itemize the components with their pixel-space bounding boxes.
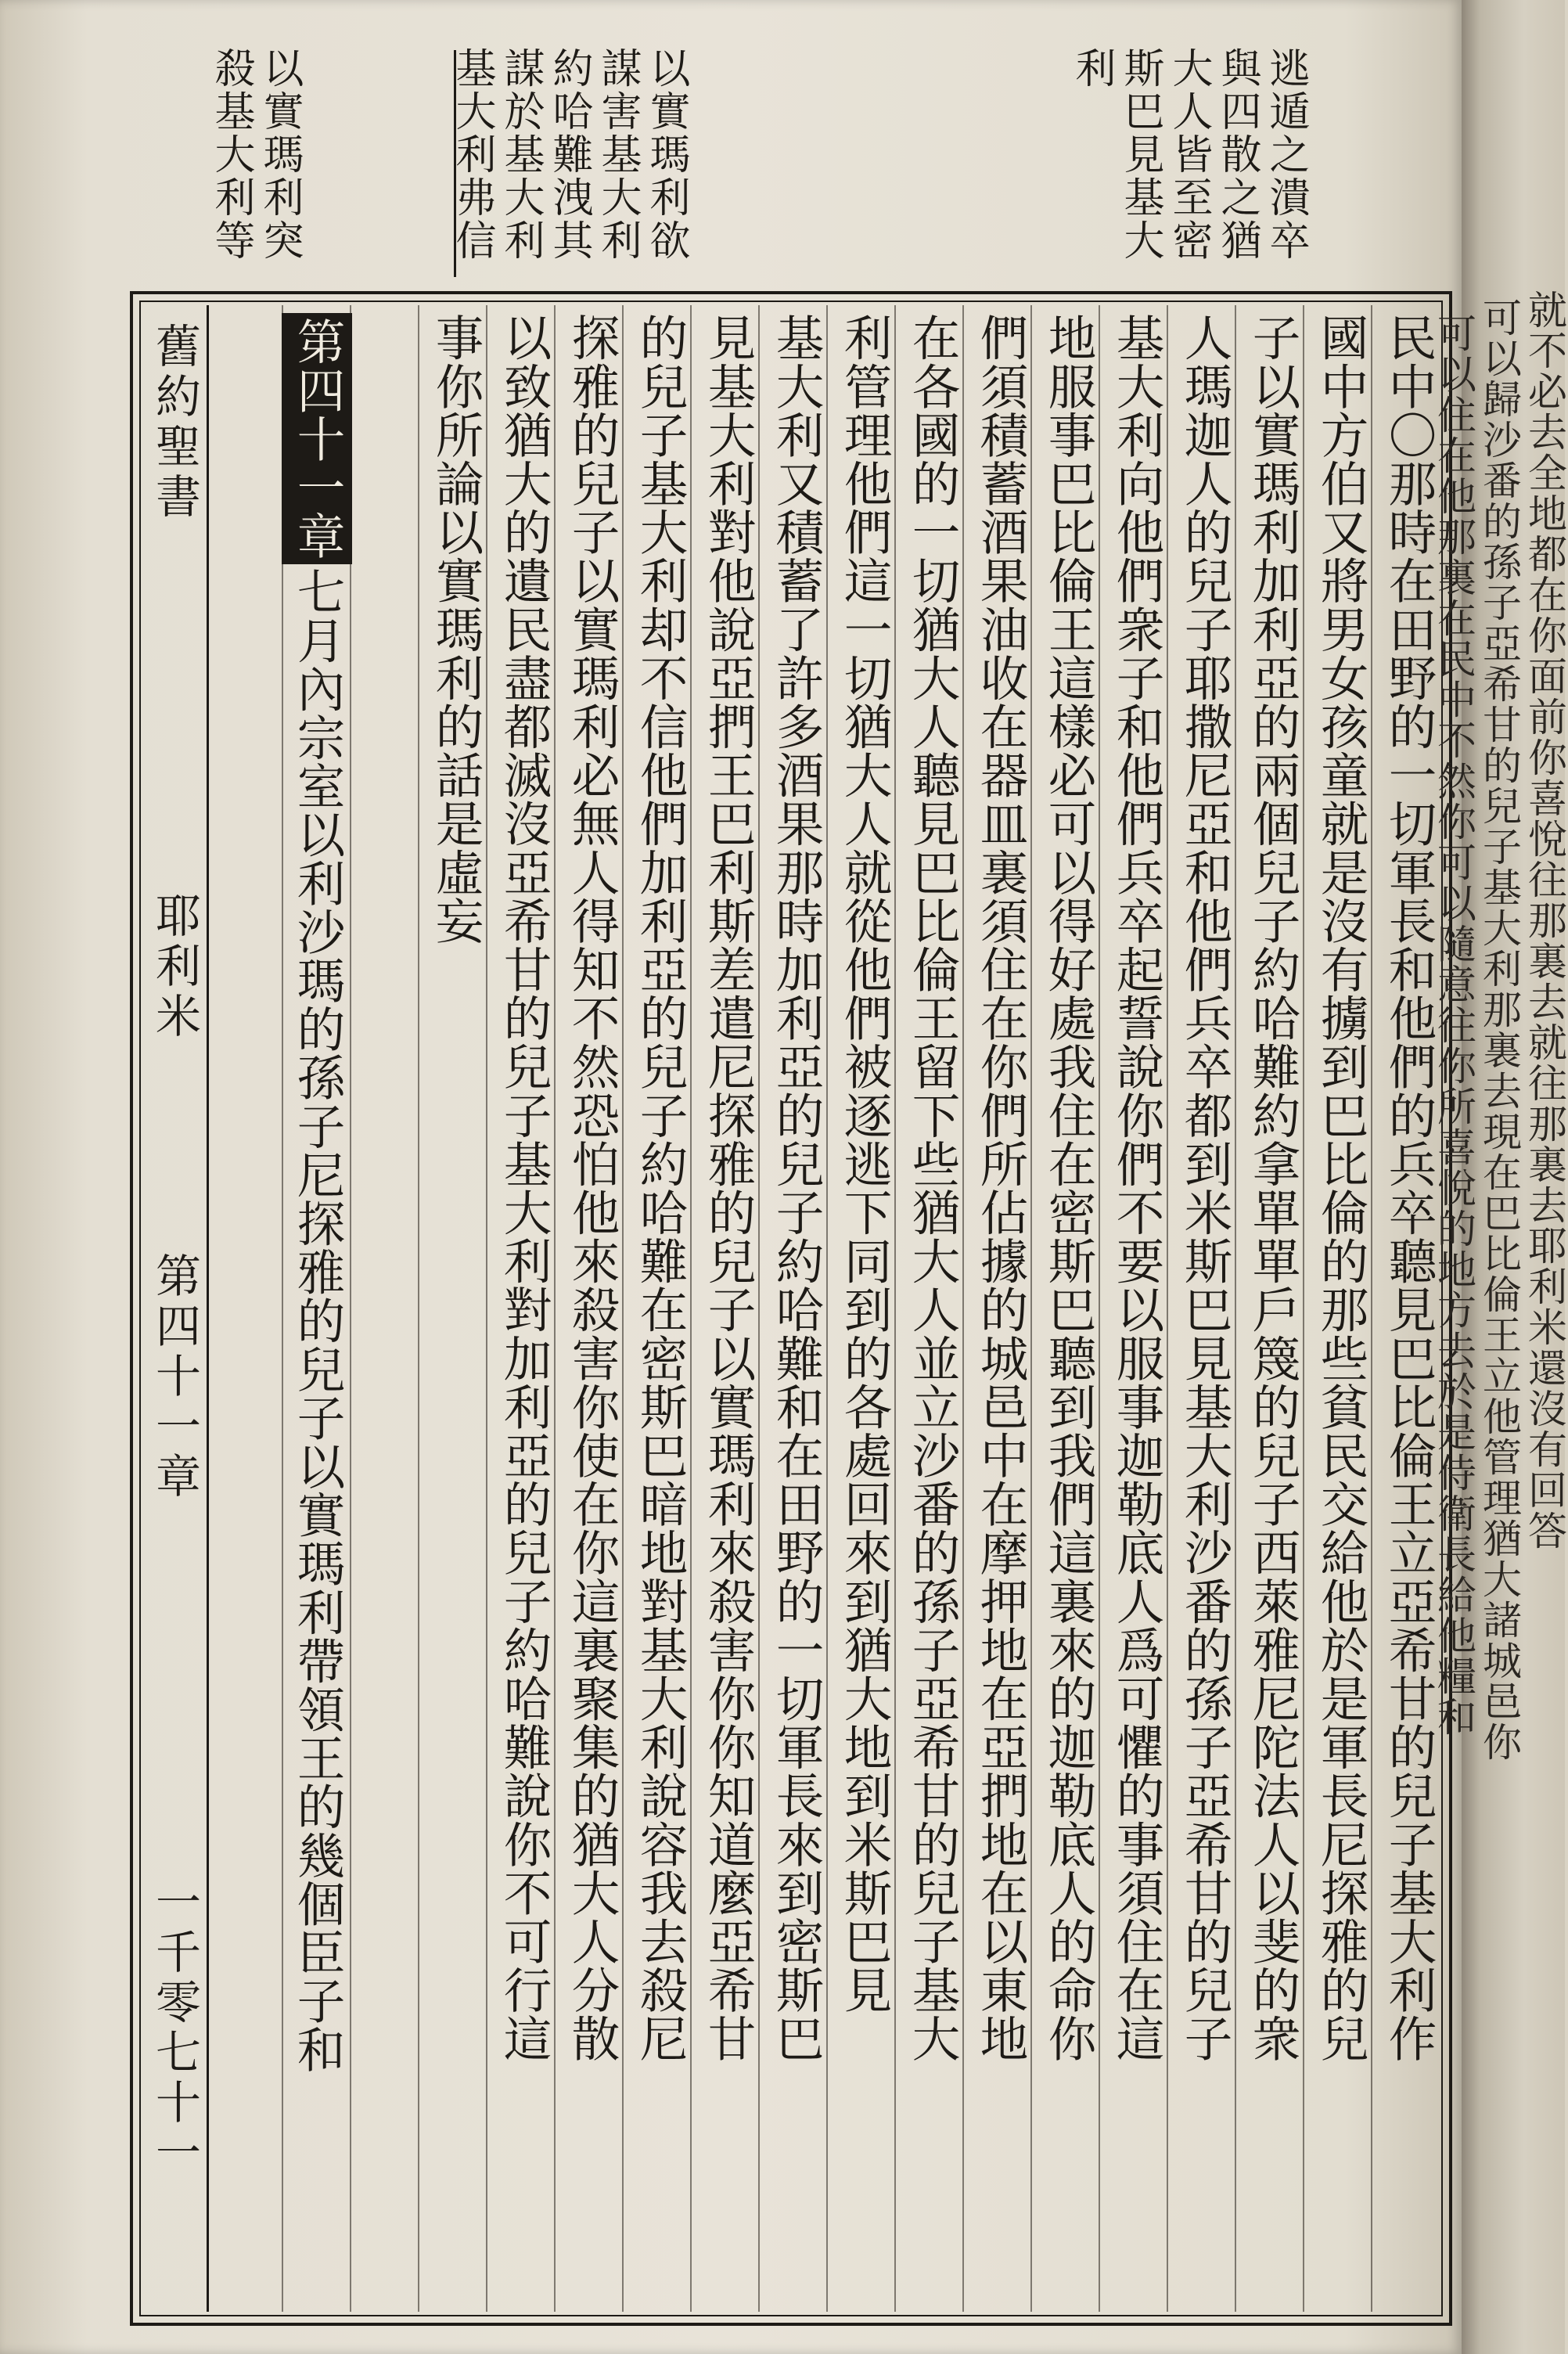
top-note-column: 以實瑪利突 — [256, 47, 303, 262]
text-column: 在各國的一切猶大人聽見巴比倫王留下些猶大人並立沙番的孫子亞希甘的兒子基大 — [904, 313, 960, 2063]
text-column: 地服事巴比倫王這樣必可以得好處我住在密斯巴聽到我們這裏來的迦勒底人的命你 — [1040, 313, 1096, 2063]
facing-page-column: 可以歸沙番的孫子亞希甘的兒子基大利那裏去現在巴比倫王立他管理猶大諸城邑你 — [1476, 297, 1522, 1762]
footer-book-title: 舊約聖書 — [148, 322, 201, 523]
facing-page-column: 可以住在他那裏在民中不然你可以隨意往你所喜悅的地方去於是侍衛長給他糧和 — [1431, 313, 1476, 1737]
top-note-column: 謀害基大利 — [594, 47, 641, 262]
top-note-column: 大人皆至密 — [1165, 47, 1212, 262]
text-column: 的兒子基大利却不信他們加利亞的兒子約哈難在密斯巴暗地對基大利說容我去殺尼 — [631, 313, 688, 2063]
text-column: 基大利又積蓄了許多酒果那時加利亞的兒子約哈難和在田野的一切軍長來到密斯巴 — [768, 313, 824, 2063]
text-column: 人瑪迦人的兒子耶撒尼亞和他們兵卒都到米斯巴見基大利沙番的孫子亞希甘的兒子 — [1176, 313, 1232, 2063]
top-note-column: 基大利弗信 — [448, 47, 495, 262]
facing-page-column: 就不必去全地都在你面前你喜悅往那裏去就往那裏去耶利米還沒有回答 — [1522, 290, 1567, 1551]
text-column: 子以實瑪利加利亞的兩個兒子約哈難約拿單單戶篾的兒子西萊雅尼陀法人以斐的衆 — [1244, 313, 1300, 2063]
top-note-column: 斯巴見基大 — [1117, 47, 1163, 262]
text-column: 國中方伯又將男女孩童就是沒有擄到巴比倫的那些貧民交給他於是軍長尼探雅的兒 — [1312, 313, 1368, 2063]
chapter-marker: 第四十一章 — [282, 313, 352, 564]
column-rule — [418, 305, 419, 2312]
top-note-column: 逃遁之潰卒 — [1262, 47, 1309, 262]
footer-book-name: 耶利米 — [148, 892, 201, 1042]
text-column: 事你所論以實瑪利的話是虛妄 — [427, 313, 484, 945]
chapter-column — [286, 313, 352, 2309]
text-column: 基大利向他們衆子和他們兵卒起誓說你們不要以服事迦勒底人爲可懼的事須住在這 — [1108, 313, 1164, 2063]
top-note-column: 與四散之猶 — [1214, 47, 1261, 262]
top-note-column: 以實瑪利欲 — [642, 47, 689, 262]
top-note-column: 利 — [1068, 47, 1115, 90]
top-note-column: 殺基大利等 — [207, 47, 254, 262]
footer-chapter: 第四十一章 — [148, 1252, 201, 1503]
text-column: 們須積蓄酒果油收在器皿裏須住在你們所佔據的城邑中在摩押地在亞捫地在以東地 — [972, 313, 1028, 2063]
chapter-opening-text: 七月內宗室以利沙瑪的孫子尼探雅的兒子以實瑪利帶領王的幾個臣子和 — [289, 567, 345, 2074]
page-number: 一千零七十一 — [148, 1878, 201, 2179]
text-column: 見基大利對他說亞捫王巴利斯差遣尼探雅的兒子以實瑪利來殺害你你知道麼亞希甘 — [699, 313, 756, 2063]
text-column: 探雅的兒子以實瑪利必無人得知不然恐怕他來殺害你使在你這裏聚集的猶大人分散 — [563, 313, 620, 2063]
text-column: 以致猶大的遺民盡都滅沒亞希甘的兒子基大利對加利亞的兒子約哈難說你不可行這 — [495, 313, 552, 2063]
top-note-column: 謀於基大利 — [497, 47, 544, 262]
facing-page-edge — [1431, 0, 1567, 2354]
footer-rule — [207, 305, 209, 2312]
text-column: 利管理他們這一切猶大人就從他們被逐逃下同到的各處回來到猶大地到米斯巴見 — [836, 313, 892, 2014]
top-note-column: 約哈難洩其 — [545, 47, 592, 262]
text-column: 民中〇那時在田野的一切軍長和他們的兵卒聽見巴比倫王立亞希甘的兒子基大利作 — [1380, 313, 1437, 2063]
